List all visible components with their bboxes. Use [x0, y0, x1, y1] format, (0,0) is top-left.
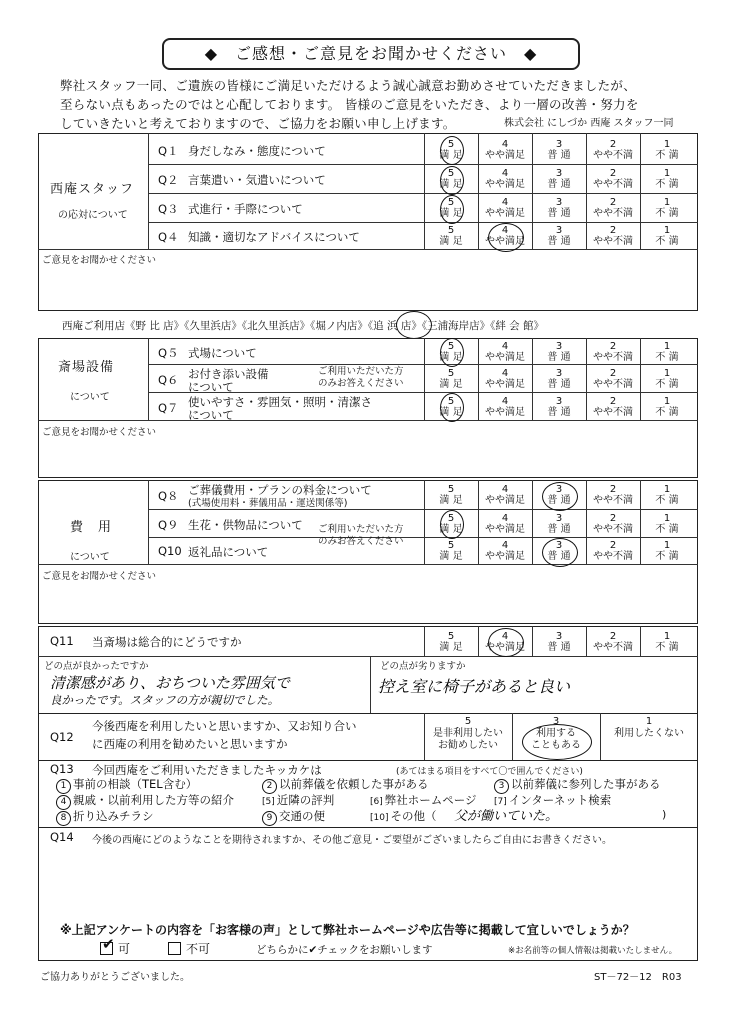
company-name: 株式会社 にしづか 西庵 スタッフ一同 [504, 118, 674, 129]
staff-q2-number: Q２ [158, 173, 179, 187]
option-number: 2 [609, 630, 617, 642]
cost-q1-text-2: (式場使用料・葬儀用品・運送関係等) [188, 498, 348, 509]
option-label: 満 足 [439, 406, 463, 418]
cost-q2-option-3[interactable] [532, 513, 586, 535]
staff-q4-option-3[interactable] [532, 225, 586, 247]
option-number: 4 [501, 138, 509, 150]
option-number: 2 [609, 225, 617, 236]
option-number: 3 [552, 716, 560, 727]
staff-q1-option-4[interactable] [478, 139, 532, 161]
q13-item-label: 以前葬儀を依頼した事がある [279, 777, 429, 791]
option-label: 不 満 [655, 351, 679, 363]
cost-q3-number: Q10 [158, 544, 182, 558]
intro-line-1: 弊社スタッフ一同、ご遺族の皆様にご満足いただけるよう誠心誠意お勤めさせていただきましたが、 [60, 78, 637, 93]
q13-item-label: 親戚・以前利用した方等の紹介 [73, 793, 234, 807]
option-number: 5 [447, 225, 455, 236]
facility-q2-text: お付き添い設備 [188, 367, 269, 381]
option-number: 3 [555, 630, 563, 642]
q13-item-number: 4 [56, 795, 71, 810]
option-number: 1 [663, 395, 671, 407]
option-label: やや不満 [593, 551, 633, 562]
option-label: 不 満 [655, 208, 679, 219]
option-label-2: お勧めしたい [438, 740, 498, 751]
option-number: 5 [447, 340, 455, 352]
facility-q3-option-3[interactable] [532, 396, 586, 418]
option-number: 4 [501, 168, 509, 179]
option-label: やや満足 [485, 641, 525, 653]
q13-item-number: [10] [370, 813, 389, 823]
q11-good-answer-1: 清潔感があり、おちついた雰囲気で [50, 674, 290, 692]
option-number: 2 [609, 168, 617, 179]
cost-q3-option-2[interactable] [586, 540, 640, 562]
option-number: 2 [609, 138, 617, 150]
option-label: やや不満 [593, 179, 633, 190]
q11-number: Q11 [50, 634, 74, 648]
option-number: 4 [501, 512, 509, 524]
option-number: 4 [501, 484, 509, 495]
q13-item-number: [7] [494, 797, 507, 807]
option-label: 不 満 [655, 523, 679, 535]
option-label: 不 満 [655, 236, 679, 247]
q12-option-1[interactable] [600, 716, 698, 740]
option-label: 是非利用したい [433, 728, 503, 739]
q11-option-3[interactable] [532, 631, 586, 653]
staff-q2-option-5[interactable] [424, 168, 478, 190]
option-label: 普 通 [547, 495, 571, 506]
q13-item-8[interactable] [56, 808, 154, 826]
option-label: 満 足 [439, 351, 463, 363]
option-number: 4 [501, 395, 509, 407]
facility-q1-number: Q５ [158, 345, 179, 360]
staff-category-sub: の応対について [58, 210, 128, 221]
staff-q2-option-4[interactable] [478, 168, 532, 190]
facility-q3-option-5[interactable] [424, 396, 478, 418]
option-number: 3 [555, 395, 563, 407]
staff-q3-text: 式進行・手際について [188, 202, 303, 216]
consent-no-checkbox[interactable] [168, 942, 181, 955]
option-number: 3 [555, 484, 563, 495]
q13-item-number: [5] [262, 797, 275, 807]
option-number: 1 [663, 367, 671, 379]
option-number: 5 [447, 484, 455, 495]
facility-q2-option-5[interactable] [424, 368, 478, 390]
cost-comment-label: ご意見をお聞かせください [42, 571, 157, 582]
facility-q3-text: 使いやすさ・雰囲気・照明・清潔さ [188, 395, 372, 409]
option-label: やや不満 [593, 495, 633, 506]
option-label: 不 満 [655, 641, 679, 653]
option-label: やや満足 [485, 236, 525, 247]
q13-item-number: 1 [56, 779, 71, 794]
staff-q1-option-3[interactable] [532, 139, 586, 161]
q13-other-close: ) [662, 808, 667, 821]
section-q14 [38, 827, 698, 961]
option-label: やや満足 [485, 149, 525, 161]
option-label: 満 足 [439, 179, 463, 190]
facility-q2-number: Q６ [158, 372, 179, 387]
option-number: 5 [447, 197, 455, 208]
option-label: やや不満 [593, 378, 633, 390]
option-label: 普 通 [547, 149, 571, 161]
cost-q3-option-5[interactable] [424, 540, 478, 562]
staff-q2-option-1[interactable] [640, 168, 694, 190]
q13-item-label: 事前の相談（TEL含む） [73, 777, 198, 791]
option-label: やや満足 [485, 551, 525, 562]
q13-item-9[interactable] [262, 808, 325, 826]
thanks-text: ご協力ありがとうございました。 [40, 972, 190, 983]
option-number: 3 [555, 138, 563, 150]
page-title: ◆ ご感想・ご意見をお聞かせください ◆ [204, 44, 538, 63]
option-number: 5 [447, 138, 455, 150]
option-number: 1 [663, 540, 671, 551]
option-number: 3 [555, 225, 563, 236]
option-label: 普 通 [547, 551, 571, 562]
staff-q3-option-1[interactable] [640, 197, 694, 219]
q12-text-1: 今後西庵を利用したいと思いますか、又お知り合い [92, 719, 357, 733]
option-label: 不 満 [655, 149, 679, 161]
q13-item-number: 3 [494, 779, 509, 794]
option-number: 3 [555, 197, 563, 208]
option-number: 1 [645, 716, 653, 727]
option-label: 普 通 [547, 179, 571, 190]
q13-item-5[interactable] [262, 792, 334, 809]
option-number: 3 [555, 540, 563, 551]
cost-q2-option-4[interactable] [478, 513, 532, 535]
q11-good-label: どの点が良かったですか [44, 661, 149, 672]
facility-only-note-2: のみお答えください [318, 378, 404, 389]
q13-item-number: 9 [262, 811, 277, 826]
facility-q2-option-1[interactable] [640, 368, 694, 390]
option-label: 満 足 [439, 149, 463, 161]
option-label: 満 足 [439, 495, 463, 506]
staff-q3-number: Q３ [158, 202, 179, 216]
q11-good-answer-2: 良かったです。スタッフの方が親切でした。 [50, 693, 280, 707]
q11-text: 当斎場は総合的にどうですか [92, 635, 242, 649]
option-number: 5 [447, 540, 455, 551]
cost-q3-text: 返礼品について [188, 545, 269, 559]
staff-category: 西庵スタッフ [50, 182, 135, 197]
option-label: 満 足 [439, 641, 463, 653]
consent-yes-checkbox[interactable] [100, 935, 115, 955]
facility-q2-text-2: について [188, 380, 234, 394]
title-box [162, 38, 580, 70]
q12-option-3[interactable] [512, 716, 600, 752]
consent-question: ※上記アンケートの内容を「お客様の声」として弊社ホームページや広告等に掲載して宜しいでしょうか？ [60, 923, 635, 937]
q13-item-label: 弊社ホームページ [384, 793, 477, 807]
q13-item-number: 2 [262, 779, 277, 794]
cost-q1-option-5[interactable] [424, 484, 478, 506]
option-label: やや不満 [593, 523, 633, 535]
intro-line-2: 至らない点もあったのではと心配しております。 皆様のご意見をいただき、より一層の改善・努力を [60, 97, 639, 112]
option-label: 満 足 [439, 523, 463, 535]
staff-q3-option-2[interactable] [586, 197, 640, 219]
cost-q1-option-4[interactable] [478, 484, 532, 506]
facility-q1-option-1[interactable] [640, 341, 694, 363]
cost-q3-option-4[interactable] [478, 540, 532, 562]
cost-q1-text: ご葬儀費用・プランの料金について [188, 483, 372, 497]
q11-option-2[interactable] [586, 631, 640, 653]
q12-text-2: に西庵の利用を勧めたいと思いますか [92, 737, 288, 751]
q11-bad-answer: 控え室に椅子があると良い [378, 677, 571, 696]
option-number: 2 [609, 367, 617, 379]
staff-q1-number: Q１ [158, 143, 179, 158]
facility-q3-option-1[interactable] [640, 396, 694, 418]
option-number: 4 [501, 225, 509, 236]
option-label: やや満足 [485, 523, 525, 535]
option-label: やや不満 [593, 351, 633, 363]
q13-number: Q13 [50, 762, 74, 776]
option-label: 普 通 [547, 641, 571, 653]
q11-bad-label: どの点が劣りますか [380, 661, 466, 672]
option-number: 2 [609, 512, 617, 524]
staff-q4-option-2[interactable] [586, 225, 640, 247]
cost-q2-number: Q９ [158, 517, 179, 532]
staff-q4-option-5[interactable] [424, 225, 478, 247]
option-number: 1 [663, 630, 671, 642]
option-number: 5 [464, 716, 472, 727]
staff-q1-text: 身だしなみ・態度について [188, 143, 326, 158]
cost-q2-text: 生花・供物品について [188, 517, 303, 532]
q13-item-label: その他（ [390, 809, 437, 823]
q13-item-10[interactable] [370, 808, 436, 825]
facility-only-note-1: ご利用いただいた方 [318, 366, 404, 377]
staff-q3-option-5[interactable] [424, 197, 478, 219]
option-number: 2 [609, 395, 617, 407]
option-number: 5 [447, 395, 455, 407]
staff-q1-option-5[interactable] [424, 139, 478, 161]
option-label: 普 通 [547, 523, 571, 535]
option-number: 2 [609, 540, 617, 551]
facility-q3-option-2[interactable] [586, 396, 640, 418]
option-label: やや不満 [593, 406, 633, 418]
option-label: やや満足 [485, 179, 525, 190]
option-label: 不 満 [655, 406, 679, 418]
staff-q1-option-1[interactable] [640, 139, 694, 161]
consent-no-label: 不可 [186, 942, 211, 956]
facility-q1-text: 式場について [188, 345, 257, 360]
q13-item-label: 以前葬儀に参列した事がある [511, 777, 661, 791]
consent-privacy: ※お名前等の個人情報は掲載いたしません。 [508, 946, 678, 956]
option-label: 不 満 [655, 495, 679, 506]
option-number: 2 [609, 340, 617, 352]
staff-q4-option-1[interactable] [640, 225, 694, 247]
option-number: 5 [447, 168, 455, 179]
option-label: 不 満 [655, 378, 679, 390]
option-number: 2 [609, 484, 617, 495]
facility-category-sub: について [70, 392, 110, 403]
facility-q1-option-5[interactable] [424, 341, 478, 363]
option-label-2: こともある [531, 740, 581, 751]
q12-number: Q12 [50, 730, 74, 744]
option-label: 普 通 [547, 208, 571, 219]
option-label: 普 通 [547, 378, 571, 390]
option-label: 普 通 [547, 351, 571, 363]
option-number: 4 [501, 630, 509, 642]
staff-comment-label: ご意見をお聞かせください [42, 255, 157, 266]
facility-q2-option-2[interactable] [586, 368, 640, 390]
option-number: 3 [555, 367, 563, 379]
staff-q2-option-3[interactable] [532, 168, 586, 190]
option-label: やや不満 [593, 208, 633, 219]
staff-q3-option-3[interactable] [532, 197, 586, 219]
option-number: 1 [663, 512, 671, 524]
q12-option-5[interactable] [424, 716, 512, 752]
option-number: 1 [663, 484, 671, 495]
q13-item-label: 近隣の評判 [276, 793, 335, 807]
staff-q2-text: 言葉遣い・気遣いについて [188, 173, 326, 187]
cost-q3-option-1[interactable] [640, 540, 694, 562]
staff-q2-option-2[interactable] [586, 168, 640, 190]
option-label: やや満足 [485, 378, 525, 390]
cost-category: 費 用 [70, 520, 113, 535]
cost-q1-number: Q８ [158, 489, 179, 503]
option-number: 1 [663, 197, 671, 208]
option-label: 利用する [536, 728, 576, 739]
option-number: 1 [663, 340, 671, 352]
consent-yes-label: 可 [118, 942, 131, 956]
option-number: 4 [501, 197, 509, 208]
option-number: 4 [501, 540, 509, 551]
q13-item-label: 折り込みチラシ [73, 809, 154, 823]
q14-number: Q14 [50, 830, 74, 844]
staff-q1-option-2[interactable] [586, 139, 640, 161]
check-mark-icon: ✔ [102, 935, 115, 953]
facility-q2-option-3[interactable] [532, 368, 586, 390]
staff-q3-option-4[interactable] [478, 197, 532, 219]
q13-item-number: [6] [370, 797, 383, 807]
stores-line: 西庵ご利用店《野 比 店》《久里浜店》《北久里浜店》《堀ノ内店》《追 浜 店》《三浦海岸店》《絆 会 館》 [62, 320, 545, 332]
option-number: 4 [501, 367, 509, 379]
option-number: 2 [609, 197, 617, 208]
facility-q2-option-4[interactable] [478, 368, 532, 390]
option-label: 満 足 [439, 378, 463, 390]
cost-q3-option-3[interactable] [532, 540, 586, 562]
option-label: 普 通 [547, 236, 571, 247]
cost-q2-option-1[interactable] [640, 513, 694, 535]
facility-q1-option-4[interactable] [478, 341, 532, 363]
option-label: やや満足 [485, 406, 525, 418]
facility-q1-option-3[interactable] [532, 341, 586, 363]
cost-category-sub: について [70, 552, 110, 563]
option-label: 満 足 [439, 236, 463, 247]
option-number: 5 [447, 512, 455, 524]
option-label: やや不満 [593, 236, 633, 247]
option-number: 4 [501, 340, 509, 352]
facility-q3-number: Q７ [158, 400, 179, 415]
staff-q4-number: Q４ [158, 230, 179, 244]
option-label: 満 足 [439, 551, 463, 562]
option-number: 1 [663, 225, 671, 236]
cost-q1-option-1[interactable] [640, 484, 694, 506]
q13-other-answer: 父が働いていた。 [454, 809, 559, 824]
option-label: やや満足 [485, 495, 525, 506]
cost-only-note-2: のみお答えください [318, 536, 404, 547]
facility-comment-label: ご意見をお聞かせください [42, 427, 157, 438]
cost-q2-option-2[interactable] [586, 513, 640, 535]
q11-option-4[interactable] [478, 631, 532, 653]
staff-q4-option-4[interactable] [478, 225, 532, 247]
option-number: 5 [447, 367, 455, 379]
q11-option-1[interactable] [640, 631, 694, 653]
option-label: 満 足 [439, 208, 463, 219]
staff-q4-text: 知識・適切なアドバイスについて [188, 230, 360, 244]
option-label: 利用したくない [614, 728, 684, 739]
facility-q1-option-2[interactable] [586, 341, 640, 363]
q13-item-number: 8 [56, 811, 71, 826]
form-code: ST－72－12 R03 [594, 972, 682, 983]
option-label: 普 通 [547, 406, 571, 418]
option-number: 3 [555, 512, 563, 524]
cost-only-note-1: ご利用いただいた方 [318, 524, 404, 535]
q11-option-5[interactable] [424, 631, 478, 653]
q13-item-label: 交通の便 [279, 809, 325, 823]
cost-q2-option-5[interactable] [424, 513, 478, 535]
option-label: やや満足 [485, 208, 525, 219]
q13-note: (あてはまる項目をすべて〇で囲んでください) [396, 767, 583, 777]
q13-text: 今回西庵をご利用いただきましたキッカケは [92, 763, 322, 777]
cost-q1-option-3[interactable] [532, 484, 586, 506]
facility-q3-text-2: について [188, 408, 234, 422]
option-label: 不 満 [655, 551, 679, 562]
q14-text: 今後の西庵にどのようなことを期待されますか、その他ご意見・ご要望がございましたらご自由にお書きください。 [92, 835, 612, 846]
option-label: やや不満 [593, 641, 633, 653]
option-number: 3 [555, 168, 563, 179]
option-number: 5 [447, 630, 455, 642]
facility-q3-option-4[interactable] [478, 396, 532, 418]
consent-instruction: どちらかに✔チェックをお願いします [256, 944, 433, 956]
option-label: 不 満 [655, 179, 679, 190]
intro-line-3: していきたいと考えておりますので、ご協力をお願い申し上げます。 [60, 116, 456, 131]
option-label: やや不満 [593, 149, 633, 161]
option-label: やや満足 [485, 351, 525, 363]
cost-q1-option-2[interactable] [586, 484, 640, 506]
facility-category: 斎場設備 [58, 360, 115, 375]
option-number: 3 [555, 340, 563, 352]
q13-item-label: インターネット検索 [508, 793, 612, 807]
option-number: 1 [663, 138, 671, 150]
option-number: 1 [663, 168, 671, 179]
